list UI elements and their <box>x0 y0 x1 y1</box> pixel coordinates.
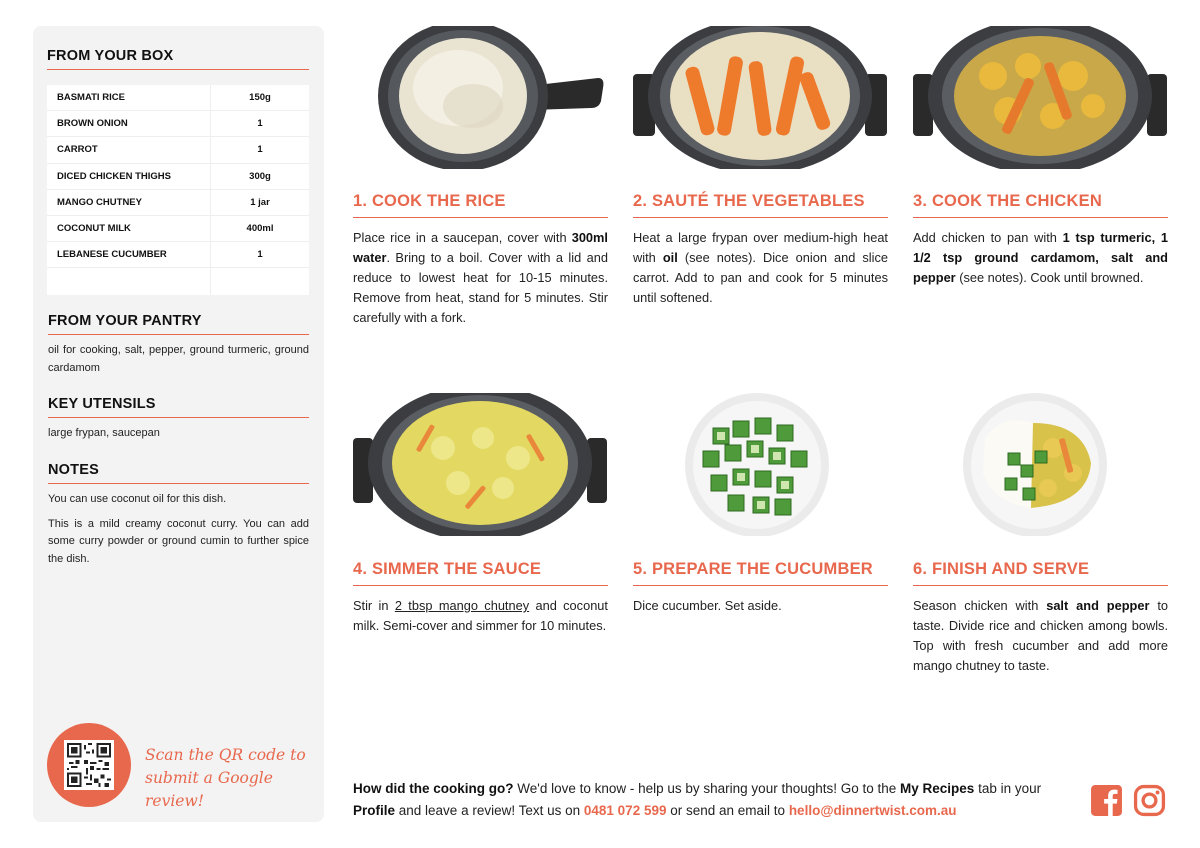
qr-code-icon <box>67 743 111 787</box>
ingredient-name: COCONUT MILK <box>47 216 211 241</box>
text-span: Place rice in a saucepan, cover with <box>353 230 572 245</box>
text-span: We'd love to know - help us by sharing your thoughts! Go to the <box>513 781 901 796</box>
notes-title: NOTES <box>48 462 309 484</box>
ingredient-qty: 150g <box>249 92 271 104</box>
bold-text: salt and pepper <box>1046 598 1150 613</box>
pantry-section <box>48 313 309 377</box>
bold-text: Profile <box>353 803 396 818</box>
step-3-text <box>913 228 1168 288</box>
ingredient-row <box>47 164 309 190</box>
step-5-text <box>633 596 888 616</box>
facebook-link[interactable] <box>1090 784 1123 817</box>
bold-text: 300ml water <box>353 230 608 265</box>
step-4-image <box>353 393 608 536</box>
text-span: (see notes). Cook until browned. <box>955 270 1144 285</box>
text-span: Stir in <box>353 598 395 613</box>
ingredient-name: MANGO CHUTNEY <box>47 190 211 215</box>
sidebar <box>33 26 324 822</box>
bold-text: oil <box>662 250 678 265</box>
pantry-title: FROM YOUR PANTRY <box>48 313 309 335</box>
text-span: Season chicken with <box>913 598 1047 613</box>
step-3-image <box>913 26 1168 169</box>
text-span: Heat a large frypan over medium-high heat with <box>633 230 888 265</box>
text-span: and coconut milk. Semi-cover and simmer for 10 minutes. <box>353 598 608 633</box>
ingredient-name: BASMATI RICE <box>47 85 211 110</box>
text-span: to taste. Divide rice and chicken among bowls. Top with fresh cucumber and add more mango chutney to taste. <box>913 598 1168 673</box>
accent-text[interactable]: hello@dinnertwist.com.au <box>788 803 957 818</box>
curry-sauce-pan-image <box>353 393 608 536</box>
diced-cucumber-image <box>633 393 888 536</box>
ingredient-qty: 1 <box>257 249 263 261</box>
step-5-image <box>633 393 888 536</box>
ingredient-row <box>47 242 309 268</box>
text-span: Dice cucumber. Set aside. <box>633 598 782 613</box>
step-6-image <box>913 393 1168 536</box>
instagram-icon <box>1133 784 1166 817</box>
step-3-title: 3. COOK THE CHICKEN <box>913 192 1168 218</box>
ingredient-row <box>47 111 309 137</box>
ingredient-qty: 1 <box>257 144 263 156</box>
text-span: . Bring to a boil. Cover with a lid and reduce to lowest heat for 10-15 minutes. Remove from heat, stand for 5 minutes. Stir carefully with a fork. <box>353 250 608 325</box>
text-span: tab in your <box>974 781 1042 796</box>
text-span: or send an email to <box>666 803 789 818</box>
facebook-icon <box>1090 784 1123 817</box>
step-1-text <box>353 228 608 328</box>
served-curry-image <box>913 393 1168 536</box>
text-span: Add chicken to pan with <box>913 230 1063 245</box>
vegetables-pan-image <box>633 26 888 169</box>
from-your-box-title: FROM YOUR BOX <box>47 48 309 70</box>
underlined-text: 2 tbsp mango chutney <box>394 598 530 613</box>
ingredient-name: DICED CHICKEN THIGHS <box>47 164 211 189</box>
accent-text[interactable]: 0481 072 599 <box>583 803 667 818</box>
ingredient-qty: 300g <box>249 170 271 182</box>
step-6-text <box>913 596 1168 676</box>
note-line-2: This is a mild creamy coconut curry. You can add some curry powder or ground cumin to further spice the dish. <box>48 517 309 565</box>
utensils-title: KEY UTENSILS <box>48 396 309 418</box>
qr-review-text: Scan the QR code to submit a Google review! <box>145 746 306 810</box>
ingredient-row <box>47 85 309 111</box>
qr-code-badge[interactable] <box>47 723 131 807</box>
ingredient-row <box>47 137 309 163</box>
notes-section <box>48 462 309 568</box>
utensils-text: large frypan, saucepan <box>48 427 160 439</box>
step-2-text <box>633 228 888 308</box>
ingredient-name-empty <box>47 268 211 294</box>
step-2-title: 2. SAUTÉ THE VEGETABLES <box>633 192 888 218</box>
ingredient-qty: 1 jar <box>250 196 270 208</box>
ingredient-row-empty <box>47 268 309 294</box>
rice-saucepan-image <box>353 26 608 169</box>
utensils-section <box>48 396 309 443</box>
step-4-text <box>353 596 608 636</box>
instagram-link[interactable] <box>1133 784 1166 817</box>
step-5-title: 5. PREPARE THE CUCUMBER <box>633 560 888 586</box>
chicken-pan-image <box>913 26 1168 169</box>
step-6-title: 6. FINISH AND SERVE <box>913 560 1168 586</box>
step-2-image <box>633 26 888 169</box>
note-line-1: You can use coconut oil for this dish. <box>48 493 227 505</box>
step-1-title: 1. COOK THE RICE <box>353 192 608 218</box>
bold-text: How did the cooking go? <box>353 781 514 796</box>
ingredients-table <box>47 85 309 295</box>
bold-text: My Recipes <box>900 781 975 796</box>
ingredient-name: BROWN ONION <box>47 111 211 136</box>
pantry-text: oil for cooking, salt, pepper, ground turmeric, ground cardamom <box>48 344 309 374</box>
ingredient-name: LEBANESE CUCUMBER <box>47 242 211 267</box>
text-span: (see notes). Dice onion and slice carrot. Add to pan and cook for 5 minutes until softened. <box>633 250 889 305</box>
ingredient-row <box>47 190 309 216</box>
ingredient-qty: 1 <box>257 118 263 130</box>
footer-feedback-text <box>353 778 1078 822</box>
ingredient-row <box>47 216 309 242</box>
step-4-title: 4. SIMMER THE SAUCE <box>353 560 608 586</box>
bold-text: 1 tsp turmeric, 1 1/2 tsp ground cardamom, salt and pepper <box>913 230 1168 285</box>
text-span: and leave a review! Text us on <box>395 803 584 818</box>
step-1-image <box>353 26 608 169</box>
qr-code[interactable] <box>64 740 114 790</box>
ingredient-name: CARROT <box>47 137 211 162</box>
ingredient-qty: 400ml <box>246 223 274 235</box>
